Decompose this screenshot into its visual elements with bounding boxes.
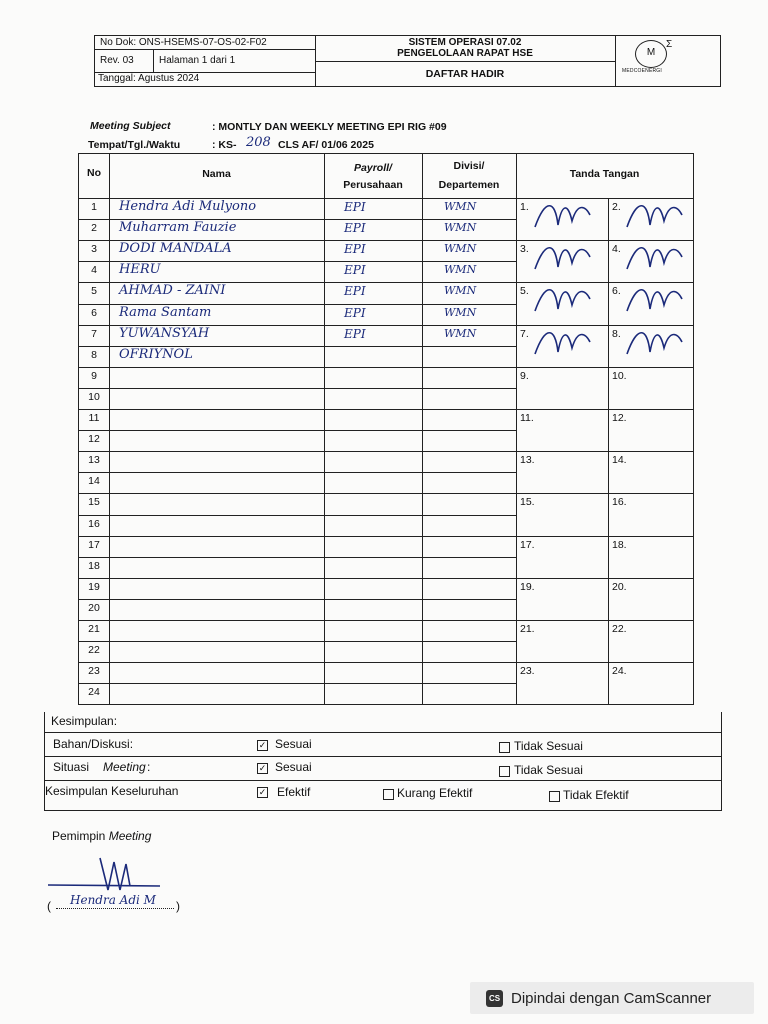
row-number: 14	[88, 475, 100, 488]
row-number: 19	[88, 580, 100, 593]
row-number: 24	[88, 686, 100, 699]
attendee-signature-icon	[530, 239, 600, 277]
row-payroll-handwritten: EPI	[344, 200, 366, 214]
leader-label	[52, 829, 151, 843]
header-nama: Nama	[202, 168, 231, 180]
table-sig-divider	[516, 493, 693, 494]
row-name-handwritten: OFRIYNOL	[119, 346, 193, 362]
table-sig-divider	[516, 620, 693, 621]
doc-page: Halaman 1 dari 1	[159, 55, 236, 66]
bahan-sesuai-checkbox[interactable]	[257, 740, 268, 751]
bahan-tidak-sesuai-checkbox[interactable]	[499, 742, 510, 753]
row-divisi-handwritten: WMN	[444, 326, 477, 340]
table-row-divider	[79, 515, 516, 516]
header-departemen: Departemen	[438, 179, 500, 191]
table-sig-divider	[516, 367, 693, 368]
table-row-divider	[79, 641, 516, 642]
table-row-divider	[79, 493, 516, 494]
signature-slot-number: 1.	[520, 201, 529, 213]
kesimpulan-keseluruhan-label: Kesimpulan Keseluruhan	[45, 784, 179, 798]
kesimpulan-label: Kesimpulan:	[51, 714, 118, 728]
row-payroll-handwritten: EPI	[344, 284, 366, 299]
table-sig-divider	[516, 536, 693, 537]
attendance-table	[78, 153, 694, 705]
signature-slot-number: 5.	[520, 285, 529, 298]
summary-row-divider	[45, 732, 721, 733]
signature-slot-number: 15.	[520, 496, 535, 509]
table-sig-divider	[516, 451, 693, 452]
situasi-sesuai-label: Sesuai	[275, 760, 312, 774]
signature-slot-number: 9.	[520, 369, 529, 382]
leader-label-italic: Meeting	[108, 829, 152, 843]
meeting-subject-value: : MONTLY DAN WEEKLY MEETING EPI RIG #09	[212, 121, 447, 133]
row-number: 9	[91, 369, 97, 382]
situasi-tidak-sesuai-label: Tidak Sesuai	[514, 763, 583, 777]
row-name-handwritten: YUWANSYAH	[119, 325, 210, 341]
attendee-signature-icon	[622, 239, 692, 277]
attendee-signature-icon	[530, 197, 600, 235]
row-payroll-handwritten: EPI	[344, 305, 366, 320]
meeting-subject-row	[90, 120, 171, 132]
table-row-divider	[79, 472, 516, 473]
tidak-efektif-checkbox[interactable]	[549, 791, 560, 802]
summary-row-divider	[45, 780, 721, 781]
doc-form-name: DAFTAR HADIR	[425, 68, 505, 80]
leader-name-open: (	[47, 899, 51, 913]
row-number: 15	[88, 496, 100, 509]
attendee-signature-icon	[530, 281, 600, 319]
table-row-divider	[79, 557, 516, 558]
bahan-tidak-sesuai-label: Tidak Sesuai	[514, 739, 583, 753]
bahan-sesuai-label: Sesuai	[275, 737, 312, 751]
table-col-divider	[516, 154, 517, 704]
kurang-efektif-label: Kurang Efektif	[397, 786, 473, 800]
row-number: 2	[91, 222, 97, 235]
header-payroll: Payroll/	[354, 162, 392, 174]
company-logo-icon: M	[635, 40, 667, 68]
row-divisi-handwritten: WMN	[444, 284, 477, 298]
leader-name-line	[56, 908, 174, 909]
efektif-checkbox[interactable]	[257, 787, 268, 798]
table-sig-divider	[516, 662, 693, 663]
row-number: 11	[88, 412, 100, 424]
signature-slot-number: 13.	[520, 454, 535, 467]
logo-sigma-icon: Σ	[666, 39, 673, 50]
row-payroll-handwritten: EPI	[344, 242, 366, 257]
table-row-divider	[79, 430, 516, 431]
row-number: 13	[88, 454, 100, 467]
row-number: 20	[88, 601, 100, 614]
meeting-place-handwritten: 208	[246, 135, 271, 150]
row-name-handwritten: HERU	[119, 262, 161, 278]
row-number: 21	[88, 623, 100, 635]
row-number: 5	[91, 285, 97, 298]
camscanner-icon: CS	[486, 990, 503, 1007]
row-number: 18	[88, 559, 100, 572]
row-number: 4	[91, 264, 97, 277]
header-perusahaan: Perusahaan	[343, 179, 403, 191]
signature-slot-number: 21.	[520, 623, 535, 635]
bahan-diskusi-label: Bahan/Diskusi:	[53, 737, 134, 751]
signature-slot-number: 6.	[612, 285, 621, 298]
summary-box	[44, 712, 722, 811]
header-divisi: Divisi/	[453, 160, 485, 172]
row-number: 8	[91, 348, 97, 361]
signature-slot-number: 14.	[612, 454, 627, 467]
table-sig-divider	[516, 578, 693, 579]
attendee-signature-icon	[622, 197, 692, 235]
row-number: 6	[91, 306, 97, 319]
row-divisi-handwritten: WMN	[444, 221, 477, 235]
table-row-divider	[79, 683, 516, 684]
situasi-tidak-sesuai-checkbox[interactable]	[499, 766, 510, 777]
row-payroll-handwritten: EPI	[344, 263, 366, 278]
row-name-handwritten: AHMAD - ZAINI	[119, 283, 226, 299]
signature-slot-number: 11.	[520, 412, 534, 424]
meeting-place-value: CLS AF/ 01/06 2025	[278, 139, 374, 151]
summary-row-divider	[45, 756, 721, 757]
row-payroll-handwritten: EPI	[344, 326, 366, 341]
row-number: 10	[88, 390, 100, 403]
table-row-divider	[79, 451, 516, 452]
logo-text: MEDCOENERGI	[622, 68, 662, 74]
table-row-divider	[79, 662, 516, 663]
row-number: 1	[91, 201, 97, 213]
header-no: No	[87, 167, 101, 179]
doc-date: Tanggal: Agustus 2024	[98, 73, 200, 84]
table-row-divider	[79, 388, 516, 389]
signature-slot-number: 10.	[612, 369, 627, 382]
document-header	[94, 35, 721, 87]
row-divisi-handwritten: WMN	[444, 263, 477, 277]
table-row-divider	[79, 536, 516, 537]
signature-slot-number: 19.	[520, 580, 535, 593]
signature-slot-number: 7.	[520, 327, 529, 340]
doc-system: SISTEM OPERASI 07.02	[408, 37, 522, 48]
leader-name-close: )	[176, 899, 180, 913]
row-name-handwritten: Muharram Fauzie	[119, 220, 237, 236]
table-row-divider	[79, 409, 516, 410]
leader-label-text: Pemimpin	[52, 829, 106, 843]
camscanner-text: Dipindai dengan CamScanner	[511, 989, 712, 1007]
row-number: 16	[88, 517, 100, 530]
table-sig-divider	[516, 409, 693, 410]
tidak-efektif-label: Tidak Efektif	[563, 788, 629, 802]
table-row-divider	[79, 367, 516, 368]
row-divisi-handwritten: WMN	[444, 242, 477, 256]
table-sig-mid-divider	[608, 198, 609, 704]
table-row-divider	[79, 599, 516, 600]
signature-slot-number: 20.	[612, 580, 627, 593]
situasi-italic-label: Meeting	[103, 760, 146, 774]
signature-slot-number: 18.	[612, 538, 627, 551]
row-number: 7	[91, 327, 97, 340]
signature-slot-number: 22.	[612, 623, 627, 635]
situasi-label: Situasi	[53, 760, 90, 774]
table-row-divider	[79, 620, 516, 621]
row-divisi-handwritten: WMN	[444, 305, 477, 319]
doc-number: No Dok: ONS-HSEMS-07-OS-02-F02	[100, 37, 267, 48]
leader-name-handwritten: Hendra Adi M	[70, 893, 156, 907]
camscanner-badge	[470, 982, 754, 1014]
attendee-signature-icon	[530, 324, 600, 362]
row-number: 23	[88, 665, 100, 678]
signature-slot-number: 2.	[612, 201, 621, 213]
meeting-place-prefix: : KS-	[212, 139, 237, 151]
meeting-place-label: Tempat/Tgl./Waktu	[88, 139, 181, 151]
kurang-efektif-checkbox[interactable]	[383, 789, 394, 800]
header-tanda-tangan: Tanda Tangan	[569, 168, 640, 180]
row-name-handwritten: Rama Santam	[119, 304, 212, 320]
row-name-handwritten: DODI MANDALA	[119, 241, 232, 257]
meeting-subject-label: Meeting Subject	[90, 120, 171, 132]
efektif-label: Efektif	[277, 785, 311, 799]
row-number: 12	[88, 433, 100, 446]
row-number: 22	[88, 644, 100, 657]
row-payroll-handwritten: EPI	[344, 221, 366, 236]
situasi-colon: :	[147, 760, 151, 774]
signature-slot-number: 24.	[612, 665, 627, 678]
signature-slot-number: 8.	[612, 327, 621, 340]
signature-slot-number: 23.	[520, 665, 535, 678]
row-name-handwritten: Hendra Adi Mulyono	[119, 199, 257, 214]
signature-slot-number: 4.	[612, 243, 621, 256]
table-row-divider	[79, 578, 516, 579]
signature-slot-number: 16.	[612, 496, 627, 509]
situasi-sesuai-checkbox[interactable]	[257, 763, 268, 774]
signature-slot-number: 17.	[520, 538, 535, 551]
signature-slot-number: 12.	[612, 412, 627, 424]
attendee-signature-icon	[622, 324, 692, 362]
row-number: 17	[88, 538, 100, 551]
attendee-signature-icon	[622, 281, 692, 319]
row-number: 3	[91, 243, 97, 256]
row-divisi-handwritten: WMN	[444, 200, 477, 213]
signature-slot-number: 3.	[520, 243, 529, 256]
doc-revision: Rev. 03	[100, 55, 134, 66]
doc-title: PENGELOLAAN RAPAT HSE	[397, 48, 533, 59]
